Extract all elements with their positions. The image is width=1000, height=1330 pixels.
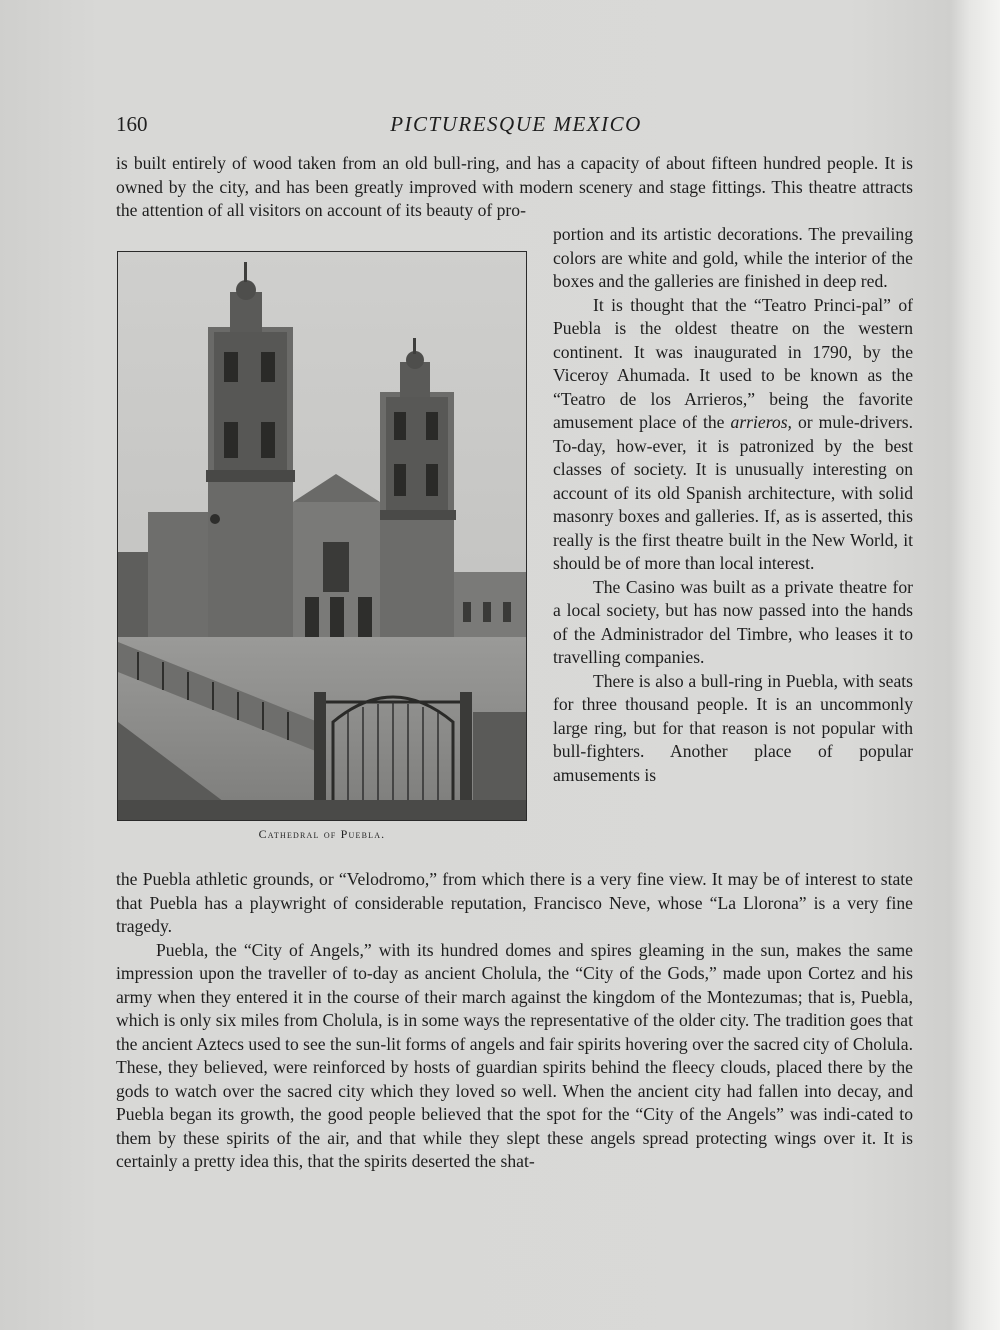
right-column [553,223,913,787]
paragraph-bull-ring: There is also a bull-ring in Puebla, with seats for three thousand people. It is an uncommonly large ring, but for that reason is not popular with bull-fighters. Another place of popular amusements is [553,670,913,785]
bottom-text [116,868,913,1174]
teatro-italic-term: arrieros, [730,412,792,432]
paragraph-velodromo: the Puebla athletic grounds, or “Velodromo,” from which there is a very fine view. It may be of interest to state that Puebla has a playwright of considerable reputation, Francisco Neve, whose “La Llorona” is a very fine tragedy. [116,869,913,936]
figure-caption: Cathedral of Puebla. [258,827,386,841]
teatro-text-start: It is thought that the “Teatro Princi-pal” of Puebla is the oldest theatre on the western continent. It was inaugurated in 1790, by the Viceroy Ahumada. It used to be known as the “Teatro de los Arrieros,” being the favorite amusement place of the [553,294,913,432]
teatro-text-end: or mule-drivers. To-day, how-ever, it is patronized by the best classes of society. It is unusually interesting on account of its old Spanish architecture, with solid masonry boxes and galleries. If, as is asserted, this really is the first theatre built in the New World, it should be of more than local interest. [553,412,913,573]
paragraph-decorations: portion and its artistic decorations. The prevailing colors are white and gold, while the interior of the boxes and the galleries are finished in deep red. [553,224,913,291]
page-number: 160 [116,112,148,136]
paragraph-city-of-angels: Puebla, the “City of Angels,” with its hundred domes and spires gleaming in the sun, makes the same impression upon the traveller of to-day as ancient Cholula, the “City of the Gods,” made upon Cortez and his army when they entered it in the course of their march against the kingdom of the Montezumas; that is, Puebla, which is only six miles from Cholula, is in some ways the representative of the older city. The tradition goes that the ancient Aztecs used to see the sun-lit forms of angels and fair spirits hovering over the sacred city of Cholula. These, they believed, were reinforced by hosts of guardian spirits behind the fleecy clouds, placed there by the gods to watch over the sacred city which they loved so well. When the ancient city had fallen into decay, and Puebla began its growth, the good people believed that the spot for the “City of the Angels” was indi-cated to them by these spirits of the air, and that while they slept these angels spread protecting wings over it. It is certainly a pretty idea this, that the spirits deserted the shat- [116,939,913,1171]
paragraph-intro: is built entirely of wood taken from an old bull-ring, and has a capacity of about fifteen hundred people. It is owned by the city, and has been greatly improved with modern scenery and stage fittings. This theatre attracts the attention of all visitors on account of its beauty of pro- [116,153,913,220]
paragraph-casino: The Casino was built as a private theatre for a local society, but has now passed into the hands of the Administrador del Timbre, who leases it to travelling companies. [553,576,913,667]
page-header [116,112,916,142]
running-title: PICTURESQUE MEXICO [390,112,642,136]
cathedral-figure [117,251,527,842]
paragraph-teatro-principal [553,294,913,576]
cathedral-photo [117,251,527,821]
